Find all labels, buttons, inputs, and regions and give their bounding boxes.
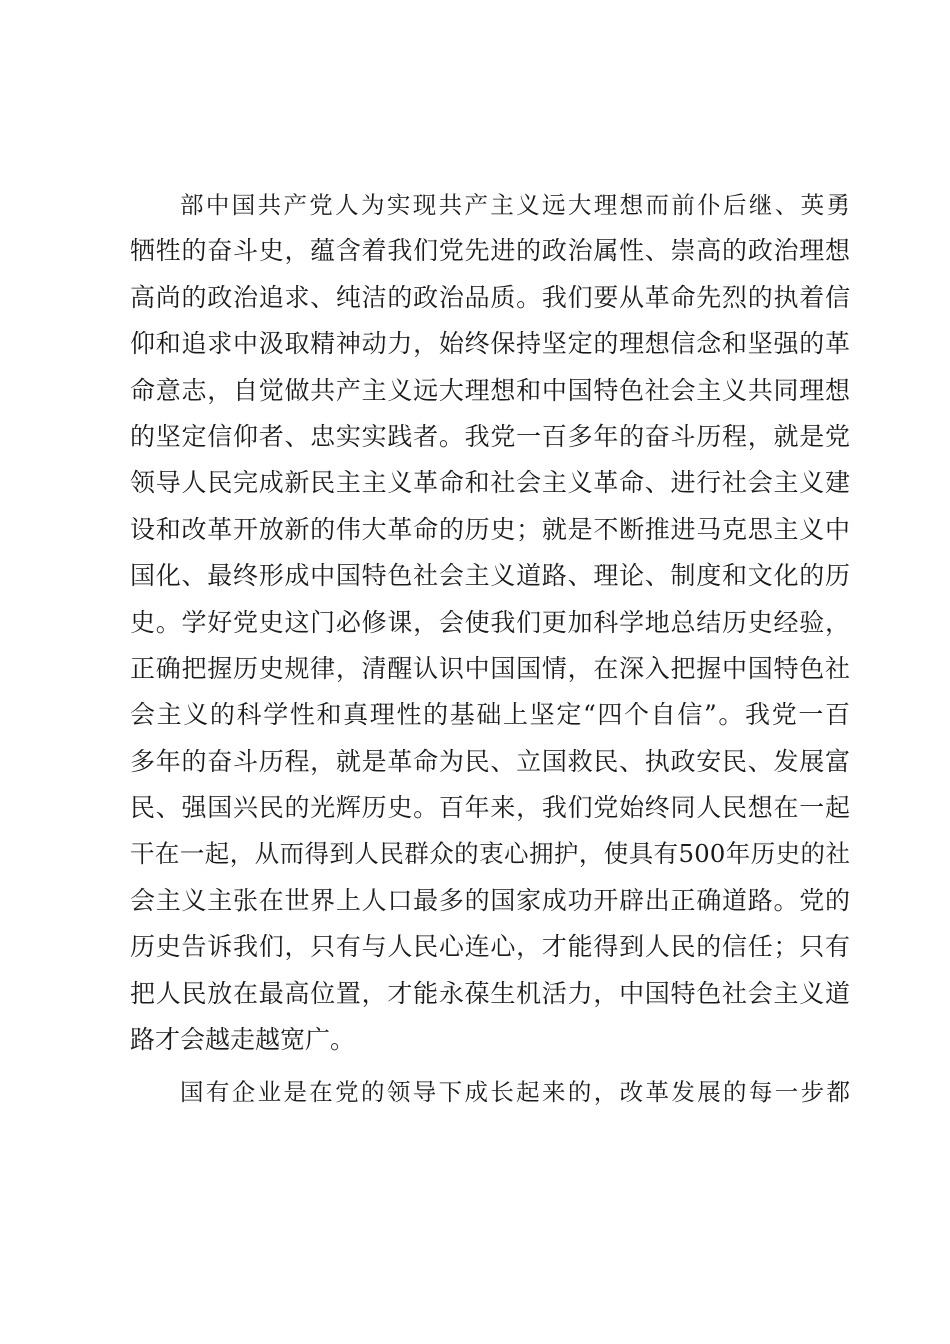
text-line: 牺牲的奋斗史，蕴含着我们党先进的政治属性、崇高的政治理想 xyxy=(130,236,850,266)
text-line: 历史告诉我们，只有与人民心连心，才能得到人民的信任；只有 xyxy=(130,932,850,962)
text-line: 多年的奋斗历程，就是革命为民、立国救民、执政安民、发展富 xyxy=(130,746,850,776)
text-line: 正确把握历史规律，清醒认识中国国情，在深入把握中国特色社 xyxy=(130,653,850,683)
text-line: 国有企业是在党的领导下成长起来的，改革发展的每一步都 xyxy=(180,1078,850,1107)
text-line: 部中国共产党人为实现共产主义远大理想而前仆后继、英勇 xyxy=(180,191,850,219)
text-line: 民、强国兴民的光辉历史。百年来，我们党始终同人民想在一起 xyxy=(130,793,850,823)
text-line: 会主义主张在世界上人口最多的国家成功开辟出正确道路。党的 xyxy=(130,885,850,915)
body-text xyxy=(130,182,850,1116)
text-line: 把人民放在最高位置，才能永葆生机活力，中国特色社会主义道 xyxy=(130,978,850,1008)
text-line: 高尚的政治追求、纯洁的政治品质。我们要从革命先烈的执着信 xyxy=(130,282,850,312)
paragraph-1 xyxy=(130,182,850,1063)
text-line: 仰和追求中汲取精神动力，始终保持坚定的理想信念和坚强的革 xyxy=(130,329,850,359)
text-line: 路才会越走越宽广。 xyxy=(130,1025,356,1055)
text-line: 会主义的科学性和真理性的基础上坚定“四个自信”。我党一百 xyxy=(130,700,850,730)
text-line: 领导人民完成新民主主义革命和社会主义革命、进行社会主义建 xyxy=(130,468,850,498)
text-line: 国化、最终形成中国特色社会主义道路、理论、制度和文化的历 xyxy=(130,561,850,591)
text-line: 设和改革开放新的伟大革命的历史；就是不断推进马克思主义中 xyxy=(130,514,850,544)
paragraph-2 xyxy=(130,1069,850,1115)
text-line: 史。学好党史这门必修课，会使我们更加科学地总结历史经验， xyxy=(130,607,850,637)
text-line: 干在一起，从而得到人民群众的衷心拥护，使具有500年历史的社 xyxy=(130,839,850,869)
text-line: 的坚定信仰者、忠实实践者。我党一百多年的奋斗历程，就是党 xyxy=(130,421,850,451)
text-line: 命意志，自觉做共产主义远大理想和中国特色社会主义共同理想 xyxy=(130,375,850,405)
